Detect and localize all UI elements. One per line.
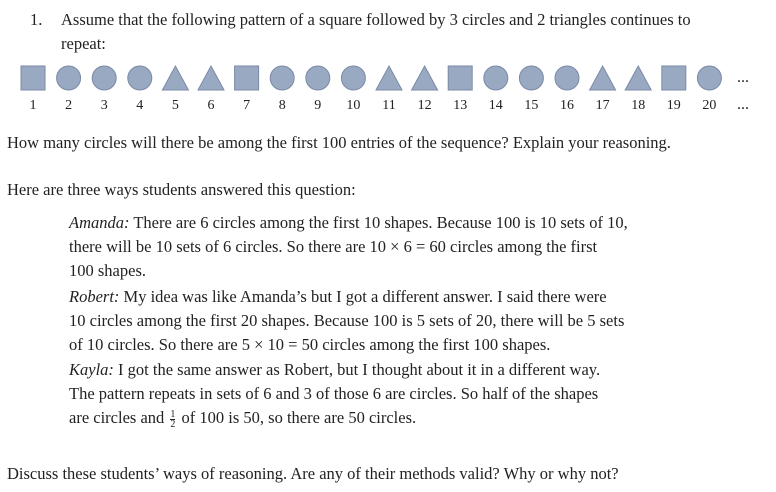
ellipsis-bottom: ... bbox=[737, 96, 749, 113]
answer-line: My idea was like Amanda’s but I got a different answer. I said there were bbox=[123, 287, 607, 306]
answer-line-end: of 100 is 50, so there are 50 circles. bbox=[181, 408, 417, 427]
position-number: 5 bbox=[171, 98, 179, 113]
answer-line-start: are circles and bbox=[69, 408, 165, 427]
position-number: 3 bbox=[100, 98, 108, 113]
position-number: 1 bbox=[29, 98, 37, 113]
square-shape bbox=[662, 66, 686, 90]
answer-line: there will be 10 sets of 6 circles. So there are 10 × 6 = 60 circles among the first bbox=[69, 237, 598, 256]
answer-line: There are 6 circles among the first 10 shapes. Because 100 is 10 sets of 10, bbox=[133, 213, 628, 232]
circle-shape bbox=[92, 66, 116, 90]
triangle-shape bbox=[625, 66, 651, 90]
question-text-line1: Assume that the following pattern of a square followed by 3 circles and 2 triangles continues to bbox=[61, 10, 691, 29]
position-number: 7 bbox=[243, 98, 251, 113]
position-number: 10 bbox=[346, 98, 361, 113]
triangle-shape bbox=[198, 66, 224, 90]
square-shape bbox=[448, 66, 472, 90]
circle-shape bbox=[57, 66, 81, 90]
triangle-shape bbox=[162, 66, 188, 90]
position-number: 12 bbox=[417, 98, 432, 113]
square-shape bbox=[21, 66, 45, 90]
position-number: 20 bbox=[702, 98, 717, 113]
square-shape bbox=[235, 66, 259, 90]
question-text-line2: repeat: bbox=[61, 34, 106, 53]
fraction-denominator: 2 bbox=[170, 418, 176, 430]
position-number: 19 bbox=[666, 98, 681, 113]
answer-line: I got the same answer as Robert, but I thought about it in a different way. bbox=[118, 360, 601, 379]
fraction-one-half bbox=[170, 410, 175, 429]
position-number: 14 bbox=[488, 98, 503, 113]
answer-amanda bbox=[69, 211, 769, 283]
position-number: 6 bbox=[207, 98, 215, 113]
triangle-shape bbox=[376, 66, 402, 90]
circle-shape bbox=[484, 66, 508, 90]
prompt-discuss: Discuss these students’ ways of reasoning. Are any of their methods valid? Why or why not? bbox=[7, 464, 619, 483]
answer-line: 10 circles among the first 20 shapes. Because 100 is 5 sets of 20, there will be 5 sets bbox=[69, 311, 625, 330]
circle-shape bbox=[341, 66, 365, 90]
position-number: 13 bbox=[453, 98, 468, 113]
position-number: 11 bbox=[382, 98, 396, 113]
answer-line: of 10 circles. So there are 5 × 10 = 50 circles among the first 100 shapes. bbox=[69, 335, 551, 354]
position-number: 2 bbox=[65, 98, 73, 113]
answer-robert bbox=[69, 285, 769, 357]
circle-shape bbox=[555, 66, 579, 90]
position-number: 15 bbox=[524, 98, 539, 113]
position-number: 8 bbox=[278, 98, 286, 113]
answer-kayla bbox=[69, 358, 769, 430]
circle-shape bbox=[306, 66, 330, 90]
answer-line: 100 shapes. bbox=[69, 261, 146, 280]
question-header bbox=[30, 8, 765, 56]
triangle-shape bbox=[590, 66, 616, 90]
prompt-circles: How many circles will there be among the first 100 entries of the sequence? Explain your reasoning. bbox=[7, 133, 671, 152]
position-number: 4 bbox=[136, 98, 144, 113]
shape-pattern bbox=[0, 62, 776, 120]
position-number: 9 bbox=[314, 98, 322, 113]
circle-shape bbox=[270, 66, 294, 90]
ellipsis-top: ... bbox=[737, 69, 749, 86]
student-name: Amanda: bbox=[69, 213, 130, 232]
prompt-students: Here are three ways students answered this question: bbox=[7, 180, 356, 199]
question-number: 1. bbox=[30, 10, 43, 29]
position-number: 18 bbox=[631, 98, 646, 113]
position-number: 17 bbox=[595, 98, 610, 113]
answer-line: The pattern repeats in sets of 6 and 3 of those 6 are circles. So half of the shapes bbox=[69, 384, 599, 403]
circle-shape bbox=[128, 66, 152, 90]
student-name: Kayla: bbox=[69, 360, 114, 379]
circle-shape bbox=[519, 66, 543, 90]
circle-shape bbox=[697, 66, 721, 90]
position-number: 16 bbox=[560, 98, 574, 113]
student-name: Robert: bbox=[69, 287, 120, 306]
triangle-shape bbox=[412, 66, 438, 90]
fraction-numerator: 1 bbox=[170, 408, 176, 420]
